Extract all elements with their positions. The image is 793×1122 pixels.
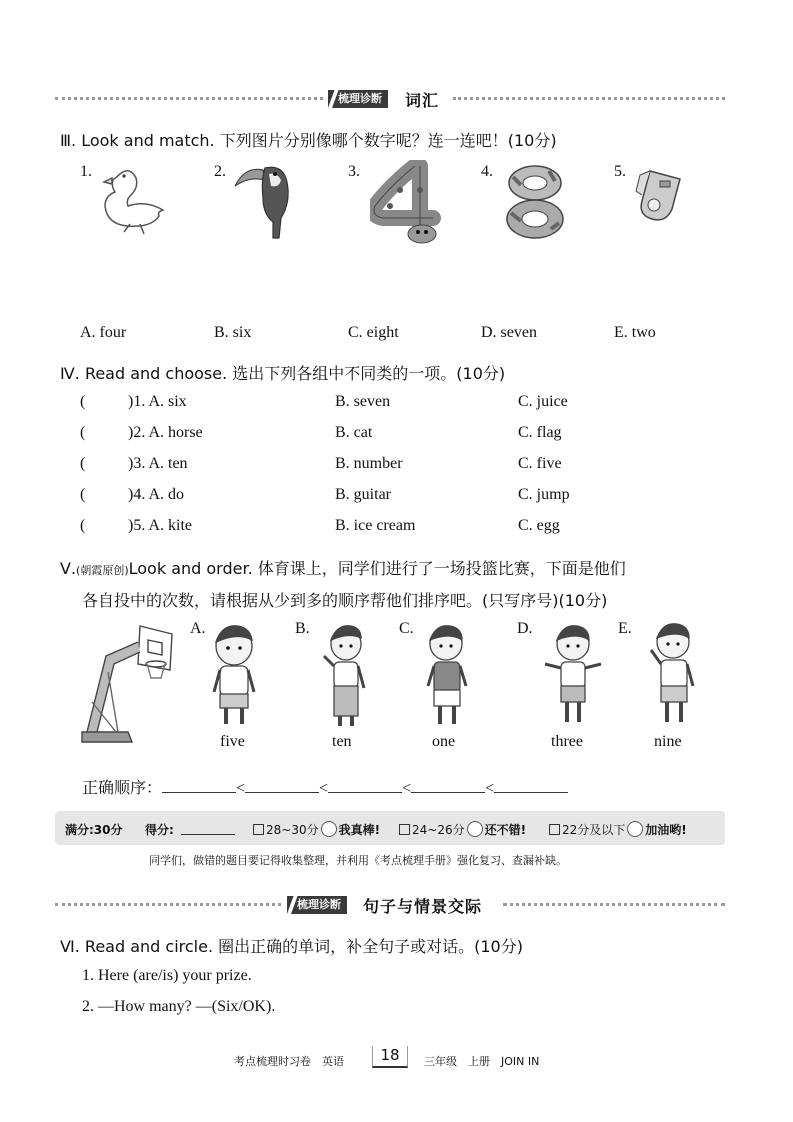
item-4-c: C. jump xyxy=(518,486,570,503)
section6-title: Ⅵ. Read and circle. 圈出正确的单词，补全句子或对话。(10分) xyxy=(60,937,523,956)
item-1-a: )1. A. six xyxy=(128,393,187,410)
vocab-section-header xyxy=(55,90,725,108)
picture-label-5: 5. xyxy=(614,163,626,180)
kid-label-d: D. xyxy=(517,620,533,637)
less-than: < xyxy=(319,780,329,797)
kid-count-a: five xyxy=(220,733,245,750)
picture-label-3: 3. xyxy=(348,163,360,180)
order-blank-4[interactable] xyxy=(411,778,485,793)
sentence-section-header xyxy=(55,896,725,914)
checkbox-icon[interactable] xyxy=(253,824,264,835)
item-1-b: B. seven xyxy=(335,393,391,410)
score-bar xyxy=(55,811,725,845)
boy-icon xyxy=(318,624,370,732)
boy-icon xyxy=(208,624,260,732)
order-answer-line xyxy=(82,775,568,798)
section5-prefix: Ⅴ. xyxy=(60,559,77,578)
order-blank-2[interactable] xyxy=(245,778,319,793)
sentence-1: 1. Here (are/is) your prize. xyxy=(82,967,252,984)
section5-title-line1 xyxy=(60,556,730,579)
score-blank[interactable] xyxy=(181,820,235,835)
less-than: < xyxy=(485,780,495,797)
picture-label-4: 4. xyxy=(481,163,493,180)
answer-paren-4[interactable]: ( xyxy=(80,486,86,503)
kid-label-e: E. xyxy=(618,620,632,637)
item-2-b: B. cat xyxy=(335,424,373,441)
face-icon xyxy=(627,821,643,837)
answer-paren-3[interactable]: ( xyxy=(80,455,86,472)
order-label: 正确顺序： xyxy=(82,778,163,797)
less-than: < xyxy=(236,780,246,797)
page-number: 18 xyxy=(372,1046,408,1068)
option-c: C. eight xyxy=(348,324,399,341)
order-blank-5[interactable] xyxy=(494,778,568,793)
answer-paren-5[interactable]: ( xyxy=(80,517,86,534)
item-5-a: )5. A. kite xyxy=(128,517,192,534)
full-score: 满分:30分 xyxy=(65,823,123,837)
picture-label-1: 1. xyxy=(80,163,92,180)
kid-label-b: B. xyxy=(295,620,310,637)
kid-label-a: A. xyxy=(190,620,206,637)
kid-count-e: nine xyxy=(654,733,682,750)
item-5-b: B. ice cream xyxy=(335,517,416,534)
answer-paren-1[interactable]: ( xyxy=(80,393,86,410)
face-icon xyxy=(467,821,483,837)
section-title: 词汇 xyxy=(405,91,440,110)
answer-paren-2[interactable]: ( xyxy=(80,424,86,441)
score-range-2: 24~26分 还不错! xyxy=(399,821,526,838)
item-5-c: C. egg xyxy=(518,517,560,534)
basketball-hoop-icon xyxy=(78,622,178,750)
toucan-icon xyxy=(233,160,303,240)
swim-ring-icon xyxy=(503,163,568,241)
item-3-b: B. number xyxy=(335,455,403,472)
section-title: 句子与情景交际 xyxy=(363,897,483,916)
item-4-b: B. guitar xyxy=(335,486,391,503)
option-e: E. two xyxy=(614,324,656,341)
section5-title-line2: 各自投中的次数，请根据从少到多的顺序帮他们排序吧。(只写序号)(10分) xyxy=(82,591,608,610)
section5-line1: Look and order. 体育课上，同学们进行了一场投篮比赛，下面是他们 xyxy=(128,559,626,578)
section-tag: 梳理诊断 xyxy=(287,896,347,914)
option-d: D. seven xyxy=(481,324,537,341)
score-range-3: 22分及以下 加油哟! xyxy=(549,821,687,838)
picture-label-2: 2. xyxy=(214,163,226,180)
whistle-icon xyxy=(630,165,690,230)
sentence-2: 2. —How many? —(Six/OK). xyxy=(82,998,276,1015)
boy-icon xyxy=(540,624,606,732)
review-note: 同学们，做错的题目要记得收集整理，并利用《考点梳理手册》强化复习、查漏补缺。 xyxy=(149,854,567,867)
snake-icon xyxy=(370,160,455,248)
duck-icon xyxy=(100,162,175,240)
kid-count-d: three xyxy=(551,733,583,750)
order-blank-1[interactable] xyxy=(162,778,236,793)
section-tag: 梳理诊断 xyxy=(328,90,388,108)
section3-title: Ⅲ. Look and match. 下列图片分别像哪个数字呢？连一连吧！(10分) xyxy=(60,131,557,150)
footer-left: 考点梳理时习卷 英语 xyxy=(234,1055,344,1068)
item-1-c: C. juice xyxy=(518,393,568,410)
section5-source: (朝霞原创) xyxy=(76,564,129,577)
score-label: 得分: xyxy=(145,823,174,837)
boy-icon xyxy=(420,624,472,732)
option-b: B. six xyxy=(214,324,252,341)
checkbox-icon[interactable] xyxy=(399,824,410,835)
order-blank-3[interactable] xyxy=(328,778,402,793)
item-4-a: )4. A. do xyxy=(128,486,184,503)
score-range-1: 28~30分 我真棒! xyxy=(253,821,380,838)
item-3-a: )3. A. ten xyxy=(128,455,188,472)
checkbox-icon[interactable] xyxy=(549,824,560,835)
face-icon xyxy=(321,821,337,837)
item-3-c: C. five xyxy=(518,455,562,472)
footer-right: 三年级 上册 JOIN IN xyxy=(424,1055,540,1068)
item-2-c: C. flag xyxy=(518,424,562,441)
item-2-a: )2. A. horse xyxy=(128,424,203,441)
less-than: < xyxy=(402,780,412,797)
section4-title: Ⅳ. Read and choose. 选出下列各组中不同类的一项。(10分) xyxy=(60,364,506,383)
kid-count-c: one xyxy=(432,733,456,750)
kid-label-c: C. xyxy=(399,620,414,637)
kid-count-b: ten xyxy=(332,733,352,750)
boy-icon xyxy=(645,622,697,730)
option-a: A. four xyxy=(80,324,127,341)
